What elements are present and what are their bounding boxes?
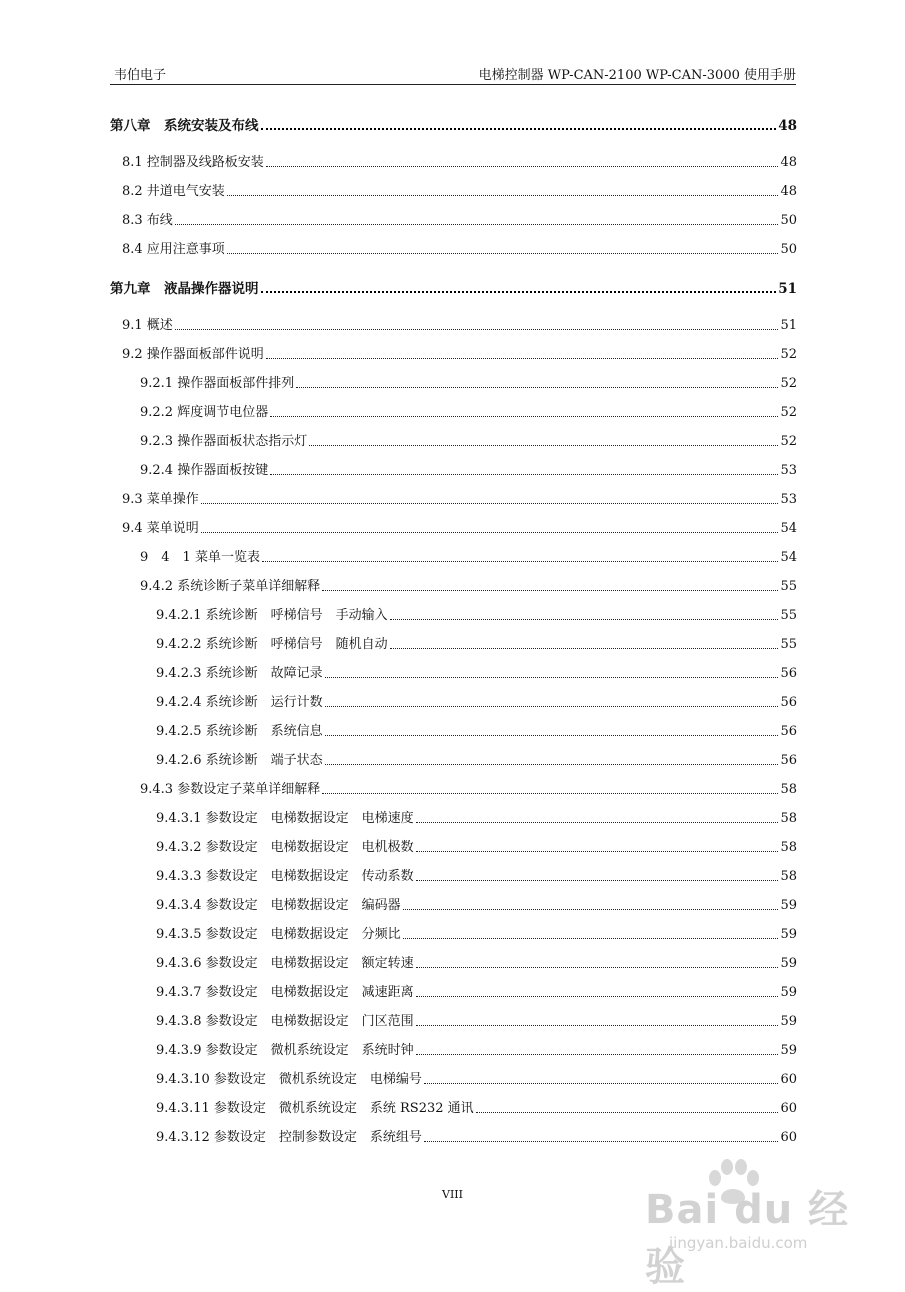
toc-entry-label: 9.4.3.10 参数设定 微机系统设定 电梯编号 xyxy=(156,1072,422,1087)
toc-leader-dots xyxy=(416,822,779,823)
toc-entry-page: 56 xyxy=(780,695,797,710)
toc-leader-dots xyxy=(261,128,777,130)
toc-entry-page: 51 xyxy=(780,318,797,333)
toc-entry-page: 48 xyxy=(778,118,797,134)
toc-entry-label: 9.4 菜单说明 xyxy=(122,521,199,536)
toc-entry-label: 9.4.3.8 参数设定 电梯数据设定 门区范围 xyxy=(156,1014,414,1029)
toc-entry-page: 59 xyxy=(780,898,797,913)
toc-entry-page: 52 xyxy=(780,376,797,391)
toc-entry-label: 9.1 概述 xyxy=(122,318,173,333)
toc-leader-dots xyxy=(201,532,779,533)
toc-entry-9-4-1[interactable] xyxy=(140,546,797,566)
toc-entry-label: 9.4.2 系统诊断子菜单详细解释 xyxy=(140,579,321,594)
toc-leader-dots xyxy=(270,474,778,475)
toc-entry-9-2[interactable] xyxy=(122,343,797,363)
toc-entry-page: 59 xyxy=(780,985,797,1000)
toc-entry-9-1[interactable] xyxy=(122,314,797,334)
toc-entry-page: 58 xyxy=(780,811,797,826)
toc-entry-page: 53 xyxy=(780,463,797,478)
toc-entry-9-4-2-1[interactable] xyxy=(156,604,797,624)
toc-entry-label: 9.4.3.1 参数设定 电梯数据设定 电梯速度 xyxy=(156,811,414,826)
toc-leader-dots xyxy=(390,619,779,620)
toc-entry-page: 50 xyxy=(780,242,797,257)
toc-entry-9-3[interactable] xyxy=(122,488,797,508)
toc-leader-dots xyxy=(416,1054,779,1055)
toc-entry-8-4[interactable] xyxy=(122,238,797,258)
toc-entry-page: 52 xyxy=(780,405,797,420)
toc-entry-label: 8.3 布线 xyxy=(122,213,173,228)
toc-entry-page: 53 xyxy=(780,492,797,507)
toc-entry-9-4-3-4[interactable] xyxy=(156,894,797,914)
toc-entry-9-4-3-3[interactable] xyxy=(156,865,797,885)
toc-leader-dots xyxy=(296,387,778,388)
toc-entry-9-4-3-6[interactable] xyxy=(156,952,797,972)
toc-leader-dots xyxy=(325,677,779,678)
toc-leader-dots xyxy=(266,358,779,359)
toc-entry-page: 55 xyxy=(780,637,797,652)
toc-entry-9-4-3-12[interactable] xyxy=(156,1126,797,1146)
toc-entry-chapter-9[interactable] xyxy=(110,277,797,297)
toc-entry-label: 9.4.2.4 系统诊断 运行计数 xyxy=(156,695,323,710)
toc-entry-page: 60 xyxy=(780,1130,797,1145)
toc-entry-label: 8.1 控制器及线路板安装 xyxy=(122,155,264,170)
toc-entry-page: 60 xyxy=(780,1101,797,1116)
toc-entry-page: 58 xyxy=(780,840,797,855)
toc-entry-9-4[interactable] xyxy=(122,517,797,537)
toc-leader-dots xyxy=(322,793,778,794)
toc-entry-9-4-2[interactable] xyxy=(140,575,797,595)
toc-entry-9-4-3-8[interactable] xyxy=(156,1010,797,1030)
toc-entry-label: 9.2 操作器面板部件说明 xyxy=(122,347,264,362)
toc-entry-label: 第九章 液晶操作器说明 xyxy=(110,281,259,297)
toc-entry-label: 第八章 系统安装及布线 xyxy=(110,118,259,134)
baidu-jingyan-watermark xyxy=(645,1158,865,1290)
toc-entry-8-1[interactable] xyxy=(122,151,797,171)
toc-leader-dots xyxy=(390,648,779,649)
toc-leader-dots xyxy=(325,706,779,707)
toc-leader-dots xyxy=(322,590,778,591)
toc-leader-dots xyxy=(416,1025,779,1026)
toc-entry-page: 54 xyxy=(780,521,797,536)
toc-entry-label: 9.3 菜单操作 xyxy=(122,492,199,507)
toc-entry-page: 59 xyxy=(780,927,797,942)
toc-leader-dots xyxy=(261,291,777,293)
watermark-brand: Bai du 经验 xyxy=(645,1187,850,1290)
page-header xyxy=(110,60,796,85)
toc-entry-label: 9 4 1 菜单一览表 xyxy=(140,550,260,565)
toc-entry-label: 9.4.3.12 参数设定 控制参数设定 系统组号 xyxy=(156,1130,422,1145)
toc-entry-9-4-2-3[interactable] xyxy=(156,662,797,682)
toc-entry-label: 9.4.2.5 系统诊断 系统信息 xyxy=(156,724,323,739)
toc-entry-8-2[interactable] xyxy=(122,180,797,200)
toc-entry-page: 59 xyxy=(780,1014,797,1029)
toc-leader-dots xyxy=(424,1083,779,1084)
toc-entry-label: 8.4 应用注意事项 xyxy=(122,242,225,257)
toc-entry-9-4-3[interactable] xyxy=(140,778,797,798)
toc-entry-9-4-3-5[interactable] xyxy=(156,923,797,943)
watermark-url: jingyan.baidu.com xyxy=(669,1234,808,1252)
toc-entry-page: 59 xyxy=(780,1043,797,1058)
toc-leader-dots xyxy=(476,1112,779,1113)
toc-entry-page: 58 xyxy=(780,782,797,797)
toc-entry-label: 8.2 井道电气安装 xyxy=(122,184,225,199)
toc-entry-page: 55 xyxy=(780,608,797,623)
toc-leader-dots xyxy=(416,996,779,997)
header-company: 韦伯电子 xyxy=(114,68,167,83)
toc-entry-label: 9.4.2.2 系统诊断 呼梯信号 随机自动 xyxy=(156,637,388,652)
page-number: VIII xyxy=(442,1188,463,1201)
toc-leader-dots xyxy=(403,938,779,939)
toc-leader-dots xyxy=(416,967,779,968)
toc-entry-page: 54 xyxy=(780,550,797,565)
toc-entry-9-2-4[interactable] xyxy=(140,459,797,479)
header-manual-title: 电梯控制器 WP-CAN-2100 WP-CAN-3000 使用手册 xyxy=(478,68,796,83)
toc-entry-label: 9.4.3.11 参数设定 微机系统设定 系统 RS232 通讯 xyxy=(156,1101,474,1116)
toc-entry-9-4-3-7[interactable] xyxy=(156,981,797,1001)
toc-entry-label: 9.4.3.3 参数设定 电梯数据设定 传动系数 xyxy=(156,869,414,884)
toc-entry-label: 9.4.3.7 参数设定 电梯数据设定 减速距离 xyxy=(156,985,414,1000)
toc-leader-dots xyxy=(424,1141,779,1142)
toc-entry-9-4-2-4[interactable] xyxy=(156,691,797,711)
toc-leader-dots xyxy=(201,503,779,504)
toc-leader-dots xyxy=(416,880,779,881)
toc-entry-page: 55 xyxy=(780,579,797,594)
toc-entry-9-4-3-2[interactable] xyxy=(156,836,797,856)
toc-leader-dots xyxy=(309,445,778,446)
toc-entry-9-4-2-6[interactable] xyxy=(156,749,797,769)
toc-entry-9-4-3-1[interactable] xyxy=(156,807,797,827)
toc-entry-label: 9.4.2.1 系统诊断 呼梯信号 手动输入 xyxy=(156,608,388,623)
toc-entry-8-3[interactable] xyxy=(122,209,797,229)
toc-leader-dots xyxy=(325,735,779,736)
toc-leader-dots xyxy=(416,851,779,852)
toc-entry-page: 52 xyxy=(780,434,797,449)
toc-entry-9-4-3-10[interactable] xyxy=(156,1068,797,1088)
toc-entry-label: 9.4.3.5 参数设定 电梯数据设定 分频比 xyxy=(156,927,401,942)
toc-entry-page: 56 xyxy=(780,666,797,681)
toc-entry-9-2-2[interactable] xyxy=(140,401,797,421)
toc-entry-label: 9.2.4 操作器面板按键 xyxy=(140,463,269,478)
toc-entry-9-2-1[interactable] xyxy=(140,372,797,392)
toc-leader-dots xyxy=(227,195,779,196)
toc-entry-9-4-2-5[interactable] xyxy=(156,720,797,740)
toc-entry-label: 9.4.3.2 参数设定 电梯数据设定 电机极数 xyxy=(156,840,414,855)
toc-entry-label: 9.2.2 辉度调节电位器 xyxy=(140,405,269,420)
toc-leader-dots xyxy=(175,329,779,330)
toc-entry-page: 51 xyxy=(778,281,797,297)
toc-entry-page: 52 xyxy=(780,347,797,362)
toc-entry-label: 9.4.3.4 参数设定 电梯数据设定 编码器 xyxy=(156,898,401,913)
toc-leader-dots xyxy=(262,561,779,562)
toc-entry-9-4-3-11[interactable] xyxy=(156,1097,797,1117)
toc-leader-dots xyxy=(325,764,779,765)
toc-leader-dots xyxy=(266,166,779,167)
toc-entry-9-4-2-2[interactable] xyxy=(156,633,797,653)
toc-leader-dots xyxy=(270,416,778,417)
toc-entry-page: 60 xyxy=(780,1072,797,1087)
toc-entry-9-2-3[interactable] xyxy=(140,430,797,450)
toc-entry-page: 48 xyxy=(780,184,797,199)
toc-entry-page: 48 xyxy=(780,155,797,170)
toc-entry-page: 56 xyxy=(780,724,797,739)
toc-entry-9-4-3-9[interactable] xyxy=(156,1039,797,1059)
toc-leader-dots xyxy=(175,224,779,225)
toc-entry-label: 9.2.1 操作器面板部件排列 xyxy=(140,376,295,391)
toc-entry-label: 9.4.2.3 系统诊断 故障记录 xyxy=(156,666,323,681)
toc-entry-label: 9.4.2.6 系统诊断 端子状态 xyxy=(156,753,323,768)
toc-leader-dots xyxy=(227,253,779,254)
toc-entry-label: 9.4.3.9 参数设定 微机系统设定 系统时钟 xyxy=(156,1043,414,1058)
toc-entry-page: 50 xyxy=(780,213,797,228)
toc-leader-dots xyxy=(403,909,779,910)
toc-entry-chapter-8[interactable] xyxy=(110,114,797,134)
toc-entry-page: 56 xyxy=(780,753,797,768)
toc-entry-page: 59 xyxy=(780,956,797,971)
toc-entry-page: 58 xyxy=(780,869,797,884)
toc-entry-label: 9.2.3 操作器面板状态指示灯 xyxy=(140,434,308,449)
toc-entry-label: 9.4.3.6 参数设定 电梯数据设定 额定转速 xyxy=(156,956,414,971)
toc-entry-label: 9.4.3 参数设定子菜单详细解释 xyxy=(140,782,321,797)
